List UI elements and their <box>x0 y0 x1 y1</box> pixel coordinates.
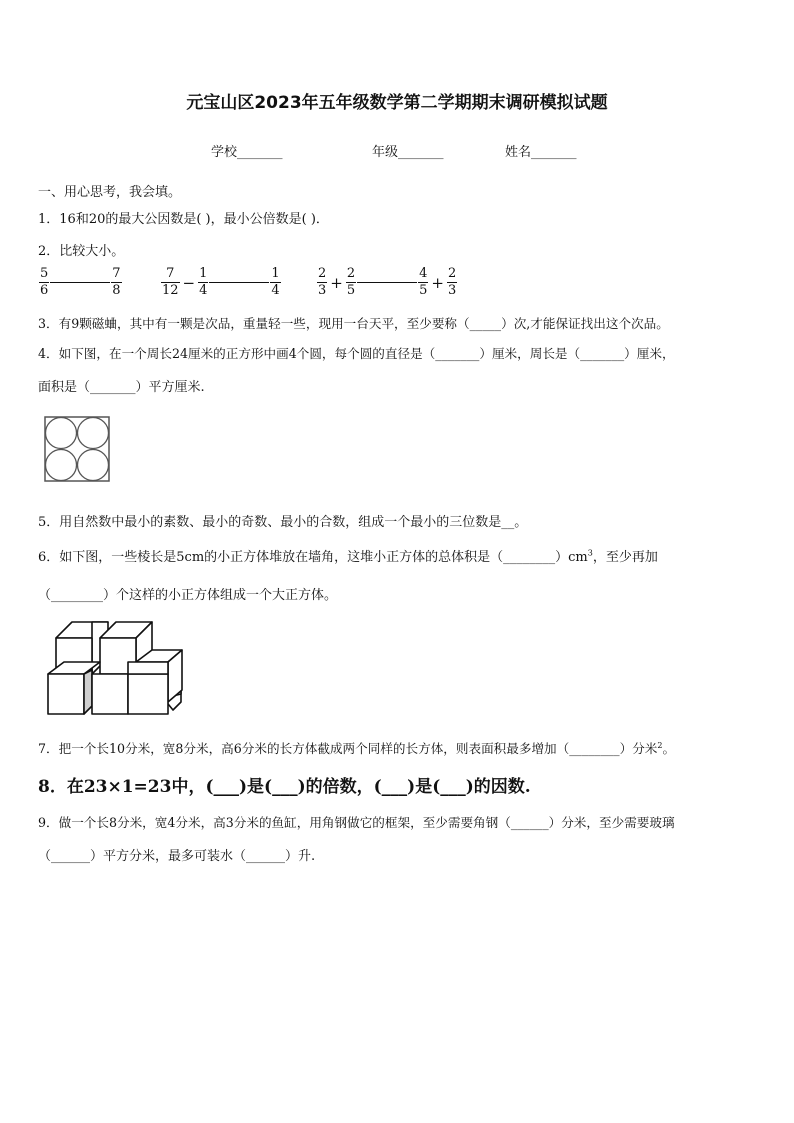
question-6-text: 6．如下图，一些棱长是5cm的小正方体堆放在墙角，这堆小正方体的总体积是（________）cm <box>38 550 588 565</box>
plus-sign: + <box>330 273 343 292</box>
fraction: $\frac{2}{5}$ <box>346 266 356 298</box>
question-4-line1: 4．如下图，在一个周长24厘米的正方形中画4个圆，每个圆的直径是（_______）厘米，周长是（_______）厘米， <box>38 346 675 361</box>
fraction: $\frac{1}{4}$ <box>271 266 280 298</box>
question-6-text-end: ，至少再加 <box>592 550 658 565</box>
question-3: 3．有9颗磁蛐，其中有一颗是次品，重量轻一些，现用一台天平，至少要称（_____）次,才能保证找出这个次品。 <box>38 316 669 331</box>
stacked-cubes-figure <box>40 614 190 724</box>
fraction: $\frac{2}{3}$ <box>318 266 327 298</box>
question-9-line2: （______）平方分米，最多可装水（______）升. <box>38 849 316 864</box>
fraction: $\frac{7}{8}$ <box>112 266 121 298</box>
question-7-text: 7．把一个长10分米，宽8分米，高6分米的长方体截成两个同样的长方体，则表面积最多增加（________）分米 <box>38 741 658 756</box>
section-heading: 一、用心思考，我会填。 <box>38 185 182 200</box>
plus-sign: + <box>431 273 444 292</box>
superscript: 3 <box>587 548 593 558</box>
compare-b <box>160 266 282 299</box>
square-outline <box>45 417 109 481</box>
answer-blank[interactable] <box>357 282 417 283</box>
fraction: $\frac{2}{3}$ <box>448 266 457 298</box>
question-7 <box>38 738 675 757</box>
grade-field: 年级_______ <box>372 145 444 160</box>
circle <box>46 418 77 449</box>
compare-a <box>38 266 123 299</box>
name-field: 姓名_______ <box>505 145 577 160</box>
question-5: 5．用自然数中最小的素数、最小的奇数、最小的合数，组成一个最小的三位数是__。 <box>38 515 528 530</box>
circle <box>78 418 109 449</box>
compare-c <box>316 266 458 299</box>
answer-blank[interactable] <box>50 282 110 283</box>
circle <box>78 450 109 481</box>
question-7-text-end: 。 <box>662 741 676 756</box>
fraction: $\frac{4}{5}$ <box>419 266 428 298</box>
page-title: 元宝山区2023年五年级数学第二学期期末调研模拟试题 <box>186 93 608 113</box>
superscript: 2 <box>657 740 663 750</box>
question-4-line2: 面积是（_______）平方厘米. <box>38 380 205 395</box>
answer-blank[interactable] <box>209 282 269 283</box>
fraction: $\frac{5}{6}$ <box>40 266 49 298</box>
minus-sign: − <box>182 273 196 292</box>
fraction: $\frac{1}{4}$ <box>199 266 208 298</box>
question-6-line2: （________）个这样的小正方体组成一个大正方体。 <box>38 588 338 603</box>
circle <box>46 450 77 481</box>
question-1: 1．16和20的最大公因数是( )，最小公倍数是( )． <box>38 212 329 227</box>
question-2: 2．比较大小。 <box>38 244 125 259</box>
question-6-line1 <box>38 546 658 565</box>
question-9-line1: 9．做一个长8分米，宽4分米，高3分米的鱼缸，用角钢做它的框架，至少需要角钢（______）分米，至少需要玻璃 <box>38 815 675 830</box>
fraction: $\frac{7}{12}$ <box>162 266 179 298</box>
school-field: 学校_______ <box>211 145 283 160</box>
question-8: 8．在23×1=23中，(___)是(___)的倍数，(___)是(___)的因数. <box>38 777 531 797</box>
square-with-circles-figure <box>44 416 112 484</box>
